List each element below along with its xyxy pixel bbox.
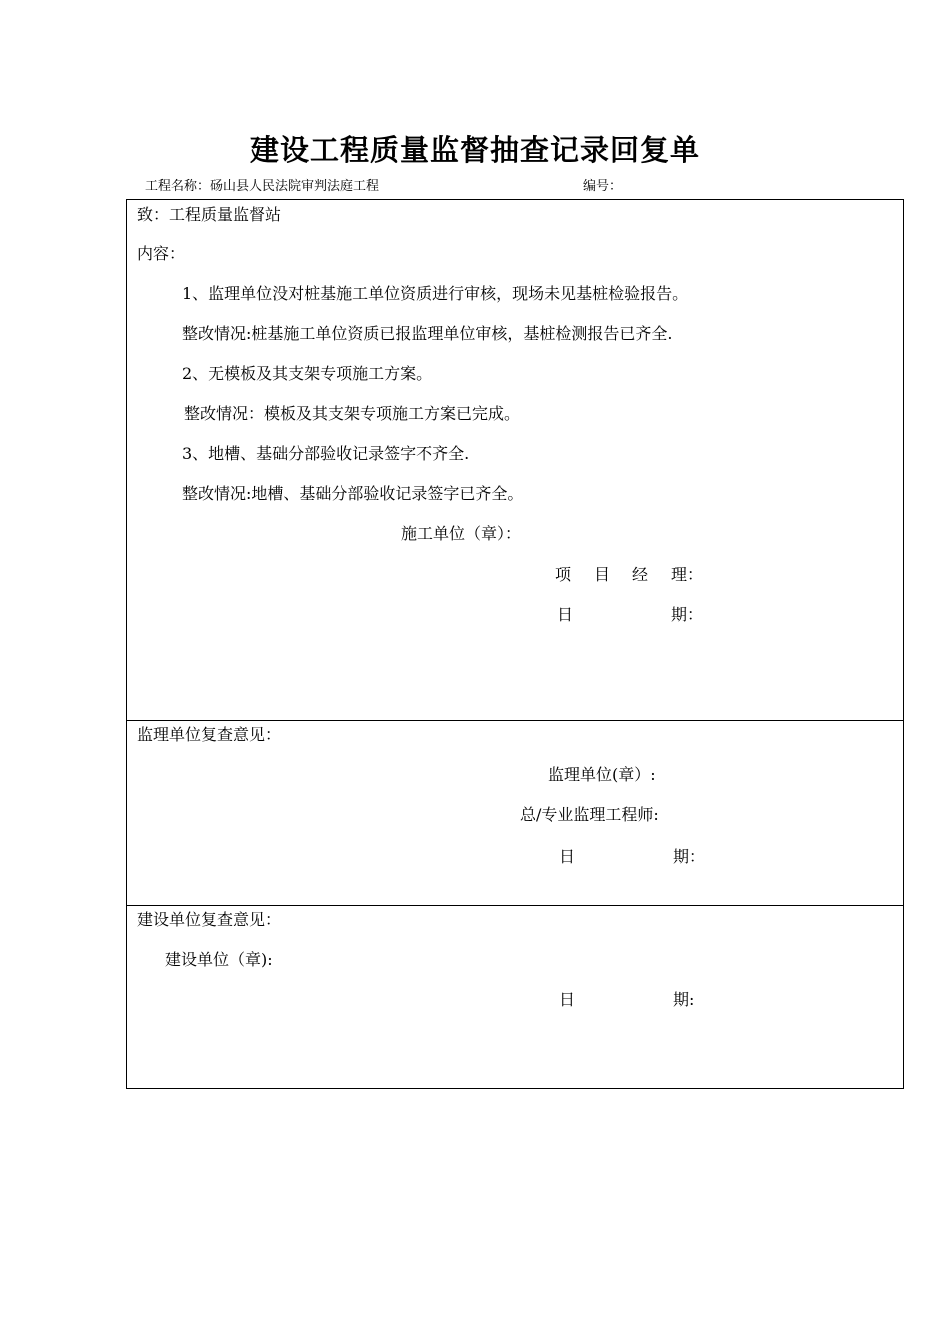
contractor-section	[127, 200, 903, 720]
rectification-1: 整改情况:桩基施工单位资质已报监理单位审核，基桩检测报告已齐全.	[182, 324, 673, 343]
owner-section	[127, 905, 903, 1089]
manager-label-char-1: 项	[555, 565, 572, 584]
rectification-3: 整改情况:地槽、基础分部验收记录签字已齐全。	[182, 484, 524, 503]
manager-label-char-3: 经	[632, 565, 649, 584]
owner-date-char-1: 日	[559, 990, 576, 1009]
project-name: 工程名称：砀山县人民法院审判法庭工程	[145, 179, 380, 194]
rectification-2: 整改情况：模板及其支架专项施工方案已完成。	[184, 404, 521, 423]
content-label: 内容：	[137, 244, 186, 263]
supervision-heading: 监理单位复查意见：	[137, 725, 282, 744]
supervision-date-char-2: 期：	[673, 847, 706, 866]
contractor-date-char-2: 期：	[671, 605, 704, 624]
issue-1: 1、监理单位没对桩基施工单位资质进行审核，现场未见基桩检验报告。	[182, 284, 689, 303]
supervision-date-char-1: 日	[559, 847, 576, 866]
manager-label-char-4: 理：	[671, 565, 704, 584]
reply-form-table	[126, 199, 904, 1089]
recipient-line: 致：工程质量监督站	[137, 205, 282, 224]
contractor-date-char-1: 日	[557, 605, 574, 624]
supervision-seal-label: 监理单位(章）:	[548, 765, 656, 784]
document-title: 建设工程质量监督抽查记录回复单	[249, 133, 700, 167]
supervising-engineer-label: 总/专业监理工程师:	[520, 805, 659, 824]
document-number-label: 编号：	[583, 179, 623, 194]
owner-date-char-2: 期:	[673, 990, 695, 1009]
manager-label-char-2: 目	[594, 565, 611, 584]
issue-3: 3、地槽、基础分部验收记录签字不齐全.	[182, 444, 470, 463]
owner-heading: 建设单位复查意见：	[137, 910, 282, 929]
owner-seal-label: 建设单位（章):	[165, 950, 273, 969]
issue-2: 2、无模板及其支架专项施工方案。	[182, 364, 433, 383]
contractor-seal-label: 施工单位（章）：	[401, 524, 522, 543]
supervision-section	[127, 720, 903, 906]
